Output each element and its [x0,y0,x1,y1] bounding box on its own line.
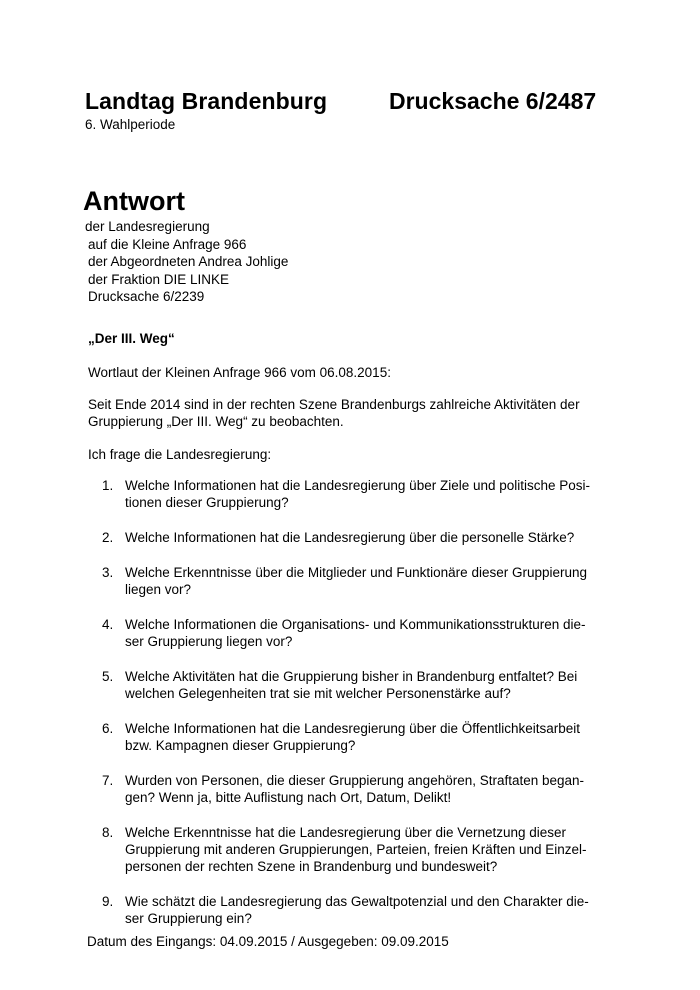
question-number: 4. [102,617,114,632]
institution-title: Landtag Brandenburg [85,88,328,114]
drucksache-number: Drucksache 6/2487 [389,88,597,114]
antwort-line: der Fraktion DIE LINKE [88,271,230,287]
wahlperiode: 6. Wahlperiode [85,117,176,132]
question-item [88,564,618,598]
question-line: Gruppierung mit anderen Gruppierungen, Parteien, freien Kräften und Einzel- [125,842,587,857]
intro-paragraph: Seit Ende 2014 sind in der rechten Szene Brandenburgs zahlreiche Aktivitäten der Gruppierung „Der III. Weg“ zu beobachten. [88,397,580,429]
question-number: 9. [102,894,114,909]
question-line: liegen vor? [125,582,192,597]
question-line: ser Gruppierung liegen vor? [125,634,293,649]
question-item [88,616,618,650]
question-number: 8. [102,825,114,840]
question-line: Wie schätzt die Landesregierung das Gewaltpotenzial und den Charakter die- [125,894,589,909]
antwort-line: auf die Kleine Anfrage 966 [88,236,247,252]
question-item [88,720,618,754]
question-item [88,824,618,875]
question-line: bzw. Kampagnen dieser Gruppierung? [125,738,356,753]
question-line: Welche Informationen hat die Landesregierung über die personelle Stärke? [125,530,575,545]
wortlaut-line: Wortlaut der Kleinen Anfrage 966 vom 06.08.2015: [88,365,391,380]
question-number: 6. [102,721,114,736]
question-number: 2. [102,530,114,545]
question-number: 3. [102,565,114,580]
frage-intro: Ich frage die Landesregierung: [88,447,272,462]
question-line: Wurden von Personen, die dieser Gruppierung angehören, Straftaten began- [125,773,585,788]
question-item [88,772,618,806]
question-number: 7. [102,773,114,788]
question-line: gen? Wenn ja, bitte Auflistung nach Ort, Datum, Delikt! [125,790,452,805]
question-line: tionen dieser Gruppierung? [125,495,289,510]
question-number: 1. [102,478,114,493]
antwort-line: der Landesregierung [85,219,210,234]
question-line: Welche Erkenntnisse hat die Landesregierung über die Vernetzung dieser [125,825,567,840]
question-line: Welche Erkenntnisse über die Mitglieder und Funktionäre dieser Gruppierung [125,565,588,580]
question-line: welchen Gelegenheiten trat sie mit welcher Personenstärke auf? [125,686,511,701]
question-item [88,893,618,927]
antwort-line: der Abgeordneten Andrea Johlige [88,254,289,269]
subject-heading: „Der III. Weg“ [88,331,175,346]
question-number: 5. [102,669,114,684]
footer-dates: Datum des Eingangs: 04.09.2015 / Ausgegeben: 09.09.2015 [87,934,449,949]
question-item [88,477,618,511]
question-line: Welche Aktivitäten hat die Gruppierung bisher in Brandenburg entfaltet? Bei [125,669,578,684]
question-line: Welche Informationen hat die Landesregierung über die Öffentlichkeitsarbeit [125,721,581,736]
question-list [88,477,618,945]
antwort-line: Drucksache 6/2239 [88,289,205,304]
question-line: ser Gruppierung ein? [125,911,252,926]
question-item [88,668,618,702]
question-line: Welche Informationen die Organisations- und Kommunikationsstrukturen die- [125,617,586,632]
question-line: Welche Informationen hat die Landesregierung über Ziele und politische Posi- [125,478,591,493]
antwort-addressee-block [85,218,288,306]
question-line: personen der rechten Szene in Brandenburg und bundesweit? [125,859,498,874]
question-item [88,529,618,546]
document-title: Antwort [83,186,185,216]
